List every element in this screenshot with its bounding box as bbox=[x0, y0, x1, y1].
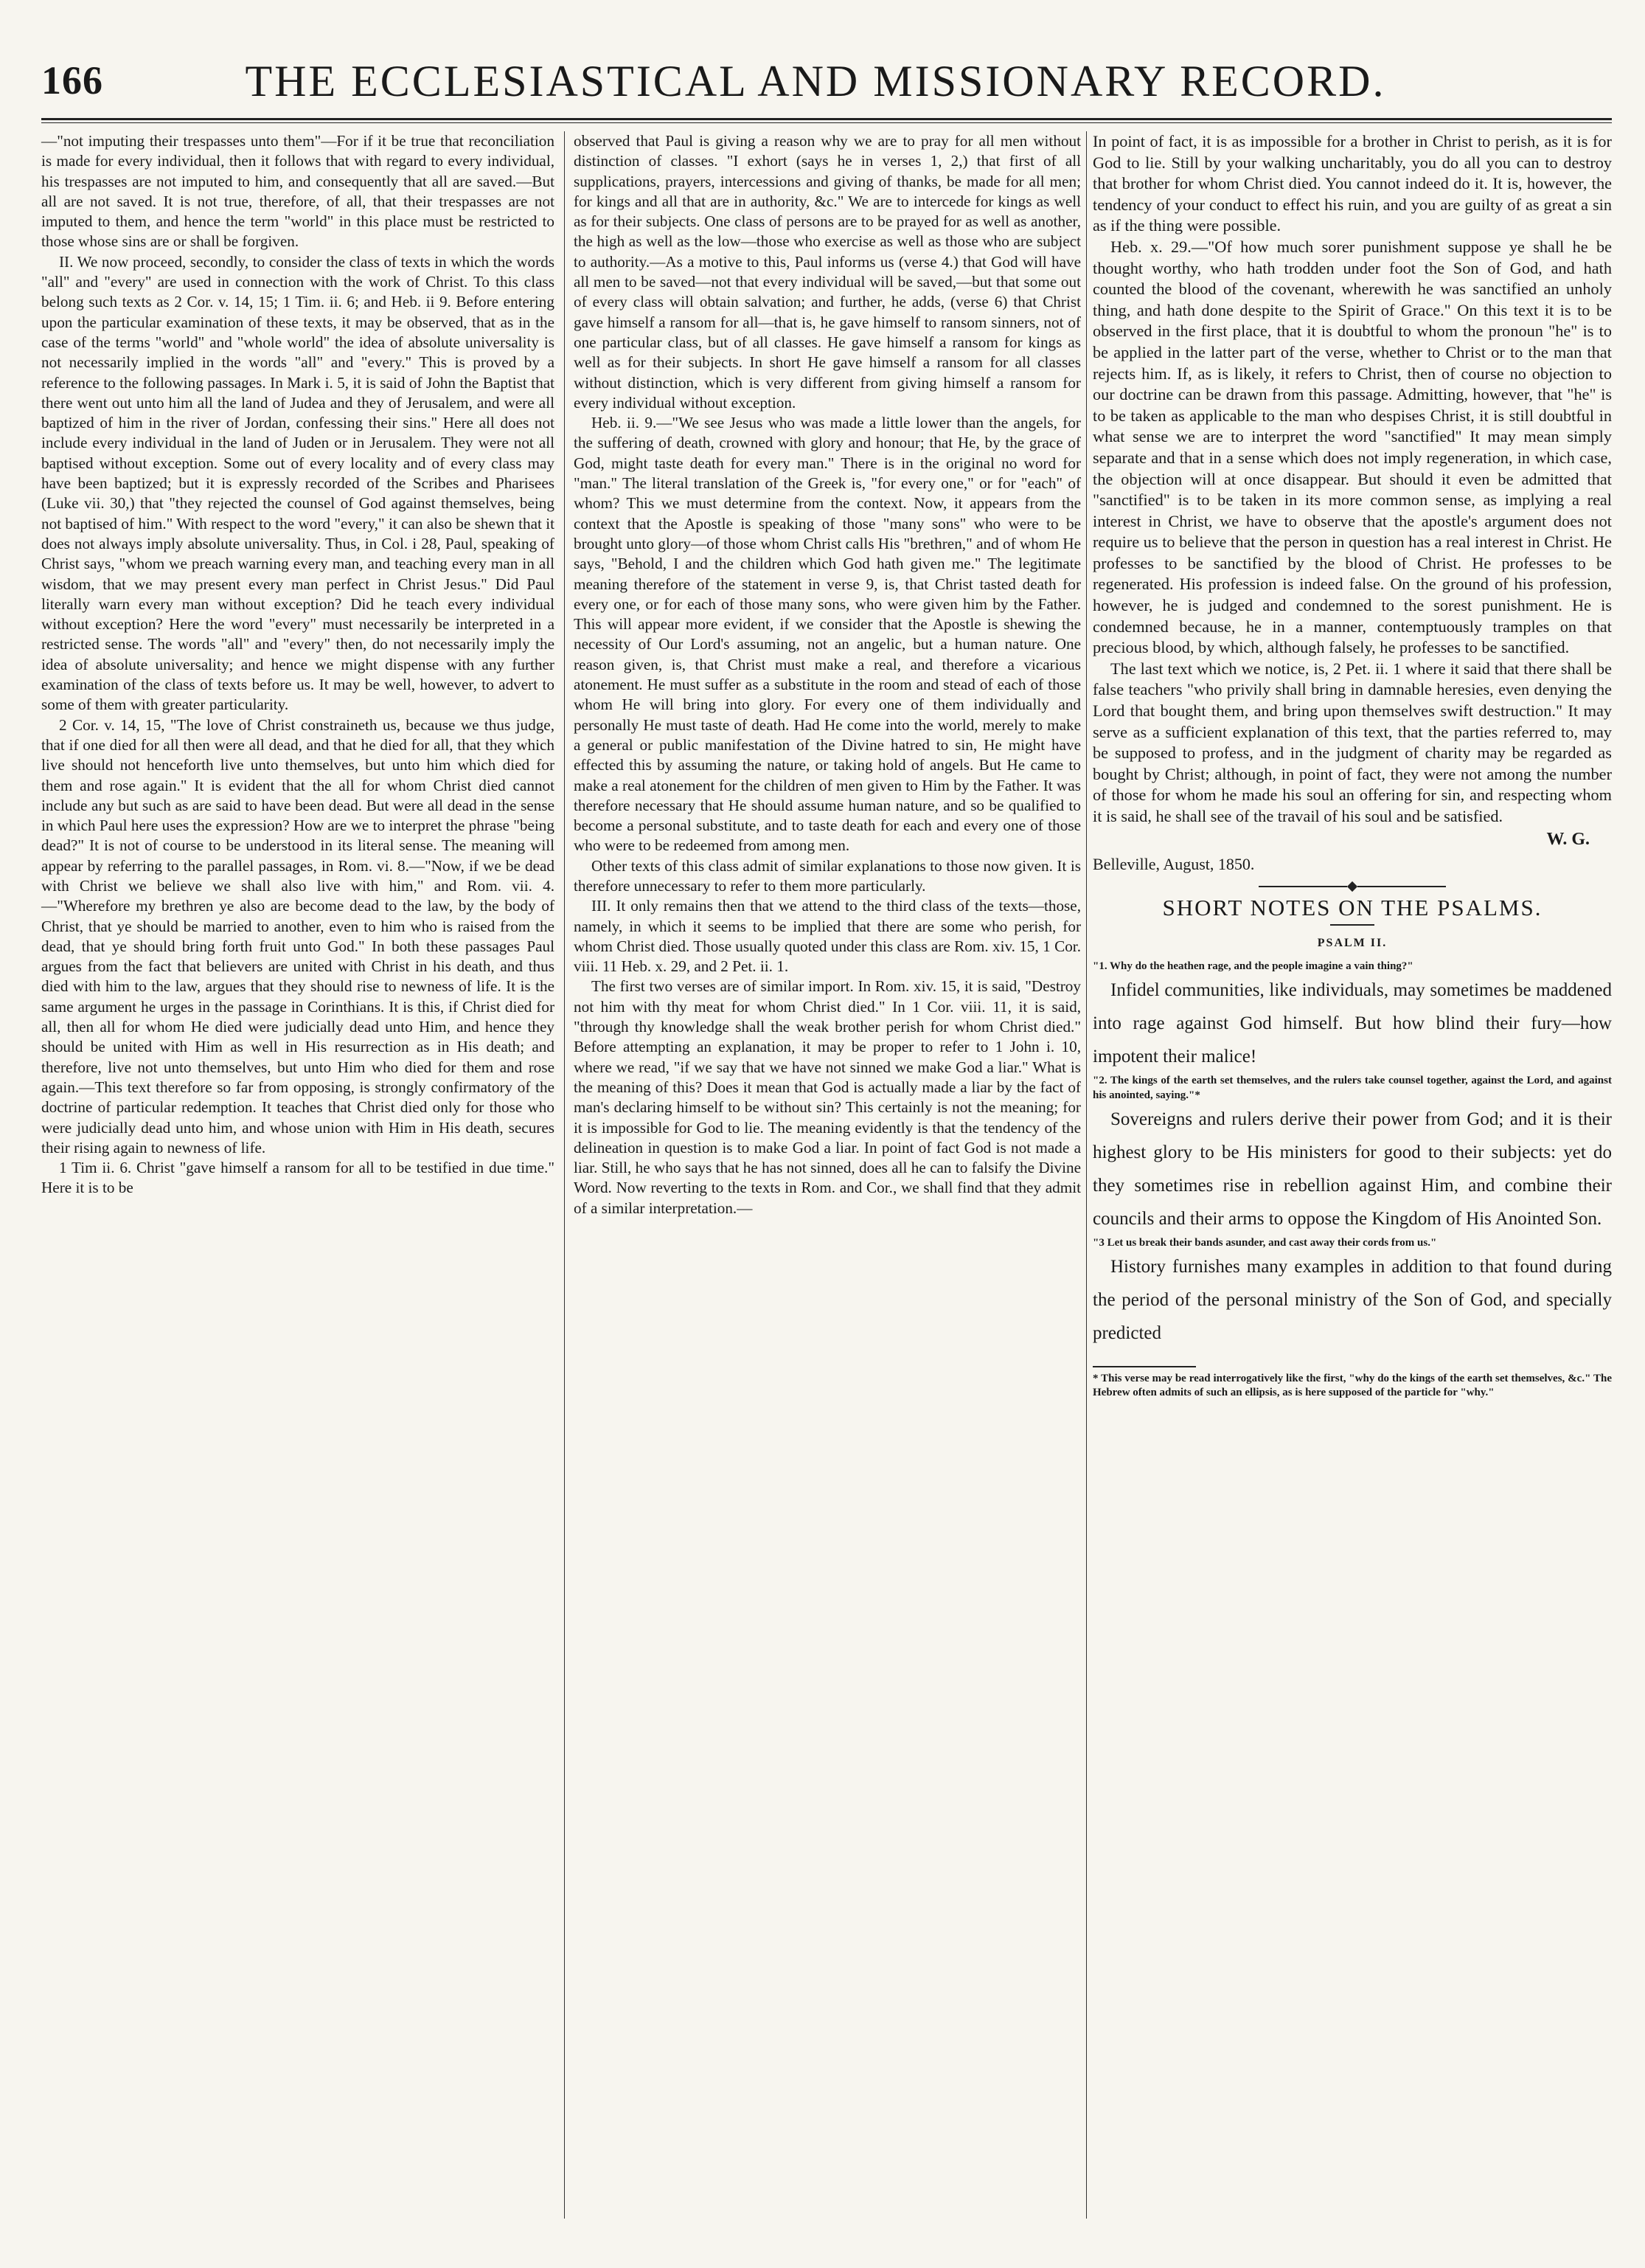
page-number: 166 bbox=[41, 58, 103, 103]
column-divider-right bbox=[1086, 131, 1087, 2219]
paragraph: II. We now proceed, secondly, to consider the class of texts in which the words "all" and "every" are used in connection with the work of Christ. To this class belong such texts as 2 Cor. v. 14, 15; 1 Tim. ii. 6; and Heb. ii 9. Before entering upon the particular examination of these texts, it may be observed, that as in the case of the terms "world" and "whole world" the idea of absolute universality is not necessarily implied in the words "all" and "every." This is proved by a reference to the following passages. In Mark i. 5, it is said of John the Baptist that there went out unto him all the land of Judea and they of Jerusalem, and were all baptized of him in the river of Jordan, confessing their sins." Here all does not include every individual in the land of Juden or in Jerusalem. They were not all baptised without exception. Some out of every locality and of every class may have been baptized; but it is expressly recorded of the Scribes and Pharisees (Luke vii. 30,) that "they rejected the counsel of God against themselves, being not baptised of him." With respect to the word "every," it can also be shewn that it does not always imply absolute universality. Thus, in Col. i 28, Paul, speaking of Christ says, "whom we preach warning every man, and teaching every man in all wisdom, that we may present every man perfect in Christ Jesus." Did Paul literally warn every man without exception? Did he teach every individual without exception? Here the word "every" must necessarily be interpreted in a restricted sense. The words "all" and "every" then, do not necessarily imply the idea of absolute universality; and hence we might dispense with any further examination of the class of texts before us. It may be well, however, to advert to some of them with greater particularity. bbox=[41, 252, 554, 714]
ornamental-divider bbox=[1093, 883, 1612, 890]
psalm-number: PSALM II. bbox=[1317, 937, 1388, 950]
psalm-comment: History furnishes many examples in addition to that found during the period of the personal ministry of the Son of God, and specially predicted bbox=[1093, 1256, 1612, 1343]
psalm-comment: Infidel communities, like individuals, may sometimes be maddened into rage against God himself. But how blind their fury—how impotent their malice! bbox=[1093, 979, 1612, 1067]
paragraph: The last text which we notice, is, 2 Pet. ii. 1 where it said that there shall be false teachers "who privily shall bring in damnable heresies, even denying the Lord that bought them, and bring upon themselves swift destruction." It may serve as a sufficient explanation of this text, that the parties referred to, may be supposed to profess, and in the judgment of charity may be regarded as bought by Christ; although, in point of fact, they were not among the number of those for whom he made his soul an offering for sin, and respecting whom it is said, he shall see of the travail of his soul and be satisfied. bbox=[1093, 659, 1612, 825]
section-heading: SHORT NOTES ON THE PSALMS. bbox=[1162, 894, 1543, 920]
author-signature: W. G. bbox=[1546, 829, 1590, 849]
paragraph: In point of fact, it is as impossible for a brother in Christ to perish, as it is for God to lie. Still by your walking uncharitably, you do all you can to destroy that brother for whom Christ died. You cannot indeed do it. It is, however, the tendency of your conduct to effect his ruin, and you are guilty of as great a sin as if the thing were possible. bbox=[1093, 132, 1612, 235]
psalm-comment: Sovereigns and rulers derive their power from God; and it is their highest glory to be His ministers for good to their subjects: yet do they sometimes rise in rebellion against Him, and combine their councils and their arms to oppose the Kingdom of His Anointed Son. bbox=[1093, 1109, 1612, 1229]
column-divider-left bbox=[564, 131, 565, 2219]
psalm-verse: "2. The kings of the earth set themselves, and the rulers take counsel together, against the Lord, and against his anointed, saying."* bbox=[1093, 1074, 1612, 1101]
page-header bbox=[41, 58, 1612, 117]
psalm-verse: "3 Let us break their bands asunder, and cast away their cords from us." bbox=[1093, 1236, 1437, 1249]
column-two bbox=[574, 131, 1081, 1218]
paragraph: Other texts of this class admit of similar explanations to those now given. It is therefore unnecessary to refer to them more particularly. bbox=[574, 856, 1081, 895]
footnote-rule bbox=[1093, 1366, 1196, 1367]
short-rule bbox=[1330, 924, 1374, 926]
paragraph: observed that Paul is giving a reason why we are to pray for all men without distinction of classes. "I exhort (says he in verses 1, 2,) that first of all supplications, prayers, intercessions and giving of thanks, be made for all men; for kings and all that are in authority, &c." We are to intercede for kings as well as for their subjects. One class of persons are to be prayed for as well as another, the high as well as the low—those who exercise as well as those who are subject to authority.—As a motive to this, Paul informs us (verse 4.) that God will have all men to be saved—not that every individual will be saved,—but that some out of every class will obtain salvation; and further, he adds, (verse 6) that Christ gave himself a ransom for all—that is, he gave himself to ransom sinners, not of one particular class, but of all classes. He gave himself a ransom for kings as well as for their subjects. In short He gave himself a ransom for all classes without distinction, which is very different from giving himself a ransom for every individual without exception. bbox=[574, 132, 1081, 412]
paragraph: —"not imputing their trespasses unto them"—For if it be true that reconciliation is made for every individual, then it follows that with regard to every individual, his trespasses are not imputed to him, and consequently that all are saved.—But all are not saved. It is not true, therefore, of all, that their trespasses are not imputed to them, and hence the term "world" in this place must be restricted to those whose sins are or shall be forgiven. bbox=[41, 132, 554, 251]
journal-title: THE ECCLESIASTICAL AND MISSIONARY RECORD. bbox=[245, 57, 1386, 105]
paragraph: 2 Cor. v. 14, 15, "The love of Christ constraineth us, because we thus judge, that if one died for all then were all dead, and that he died for all, that they which live should not henceforth live unto themselves, but unto him which died for them and rose again." It is evident that the all for whom Christ died cannot include any but such as are said to have been dead. But were all dead in the sense in which Paul here uses the expression? How are we to interpret the phrase "being dead?" It is not of course to be understood in its literal sense. The meaning will appear by referring to the parallel passages, in Rom. vi. 8.—"Now, if we be dead with Christ we believe we shall also live with him," and Rom. vii. 4.—"Wherefore my brethren ye also are become dead to the law, by the body of Christ, that ye should be married to another, even to him who is raised from the dead, that ye should bring forth fruit unto God." In both these passages Paul argues from the fact that believers are united with Christ in his death, and thus died with him to the law, argues that they should rise to newness of life. It is the same argument he urges in the passage in Corinthians. It is this, if Christ died for all, then all for whom He died were judicially dead unto Him, and hence they should be united with Him as well in His resurrection as in His death; and therefore, live not unto themselves, but unto Him who died for them and rose again.—This text therefore so far from opposing, is strongly confirmatory of the doctrine of particular redemption. It teaches that Christ died only for those who were judicially dead unto him, and whose union with Him in His death, secures their rising again to newness of life. bbox=[41, 715, 554, 1156]
column-three bbox=[1093, 131, 1612, 1400]
header-rule-top bbox=[41, 118, 1612, 120]
paragraph: Heb. ii. 9.—"We see Jesus who was made a little lower than the angels, for the suffering of death, crowned with glory and honour; that He, by the grace of God, might taste death for every man." There is in the original no word for "man." The literal translation of the Greek is, "for every one," or for "each" of whom? This we must determine from the context. Now, it appears from the context that the Apostle is speaking of those "many sons" who were to be brought unto glory—of those whom Christ calls His "brethren," and of whom He says, "Behold, I and the children which God hath given me." The legitimate meaning therefore of the statement in verse 9, is, that Christ tasted death for every one, or for each of those many sons, who were given him by the Father. This will appear more evident, if we consider that the Apostle is shewing the necessity of Our Lord's assuming, not an angelic, but a human nature. One reason given, is, that Christ must make a real, and therefore a vicarious atonement. He must suffer as a substitute in the room and stead of each of those whom He will bring into glory. For every one of them individually and personally He must taste of death. Had He come into the world, merely to make a general or public manifestation of the Divine hatred to sin, He might have effected this by assuming the nature, or taking hold of angels. But He came to make a real atonement for the children of men given to Him by the Father. It was therefore necessary that He should assume human nature, and so be qualified to become a personal substitute, and to taste death for each and every one of those who were to be redeemed from among men. bbox=[574, 414, 1081, 855]
footnote: * This verse may be read interrogatively like the first, "why do the kings of the earth set themselves, &c." The Hebrew often admits of such an ellipsis, as is here supposed of the particle for "why." bbox=[1093, 1372, 1612, 1398]
dateline: Belleville, August, 1850. bbox=[1093, 855, 1255, 874]
paragraph: III. It only remains then that we attend to the third class of the texts—those, namely, in which it seems to be implied that there are some who perish, for whom Christ died. Those usually quoted under this class are Rom. xiv. 15, 1 Cor. viii. 11 Heb. x. 29, and 2 Pet. ii. 1. bbox=[574, 897, 1081, 976]
header-rule-bottom bbox=[41, 122, 1612, 123]
column-one bbox=[41, 131, 554, 1199]
psalm-verse: "1. Why do the heathen rage, and the people imagine a vain thing?" bbox=[1093, 960, 1413, 972]
paragraph: 1 Tim ii. 6. Christ "gave himself a ransom for all to be testified in due time." Here it is to be bbox=[41, 1159, 554, 1197]
paragraph: The first two verses are of similar import. In Rom. xiv. 15, it is said, "Destroy not him with thy meat for whom Christ died." In 1 Cor. viii. 11, it is said, "through thy knowledge shall the weak brother perish for whom Christ died." Before attempting an explanation, it may be proper to refer to 1 John i. 10, where we read, "if we say that we have not sinned we make God a liar." What is the meaning of this? Does it mean that God is actually made a liar by the fact of man's declaring himself to be without sin? This certainly is not the meaning; for it is impossible for God to lie. The meaning evidently is that the tendency of the delineation in question is to make God a liar. In point of fact God is not made a liar. Still, he who says that he has not sinned, does all he can to falsify the Divine Word. Now reverting to the texts in Rom. and Cor., we shall find that they admit of a similar interpretation.— bbox=[574, 977, 1081, 1217]
paragraph: Heb. x. 29.—"Of how much sorer punishment suppose ye shall he be thought worthy, who hath trodden under foot the Son of God, and hath counted the blood of the covenant, wherewith he was sanctified an unholy thing, and hath done despite to the Spirit of Grace." On this text it is to be observed in the first place, that it is doubtful to whom the pronoun "he" is to be applied in the latter part of the verse, whether to Christ or to the man that rejects him. If, as is likely, it refers to Christ, then of course no objection to our doctrine can be drawn from this passage. Admitting, however, that "he" is to be taken as applicable to the man who despises Christ, it is still doubtful in what sense we are to interpret the word "sanctified" It may mean simply separate and that in a sense which does not imply regeneration, in which case, the objection will at once disappear. But should it even be admitted that "sanctified" is to be taken in its more common sense, as implying a real interest in Christ, we have to observe that the apostle's argument does not require us to believe that the person in question has a real interest in Christ. He professes to be sanctified by the blood of Christ. He professes to be regenerated. His profession is indeed false. On the ground of his profession, however, he is judged and condemned to the sorest punishment. He is condemned because, he in a manner, contemptuously tramples on that precious blood, by which, although falsely, he professes to be sanctified. bbox=[1093, 237, 1612, 657]
